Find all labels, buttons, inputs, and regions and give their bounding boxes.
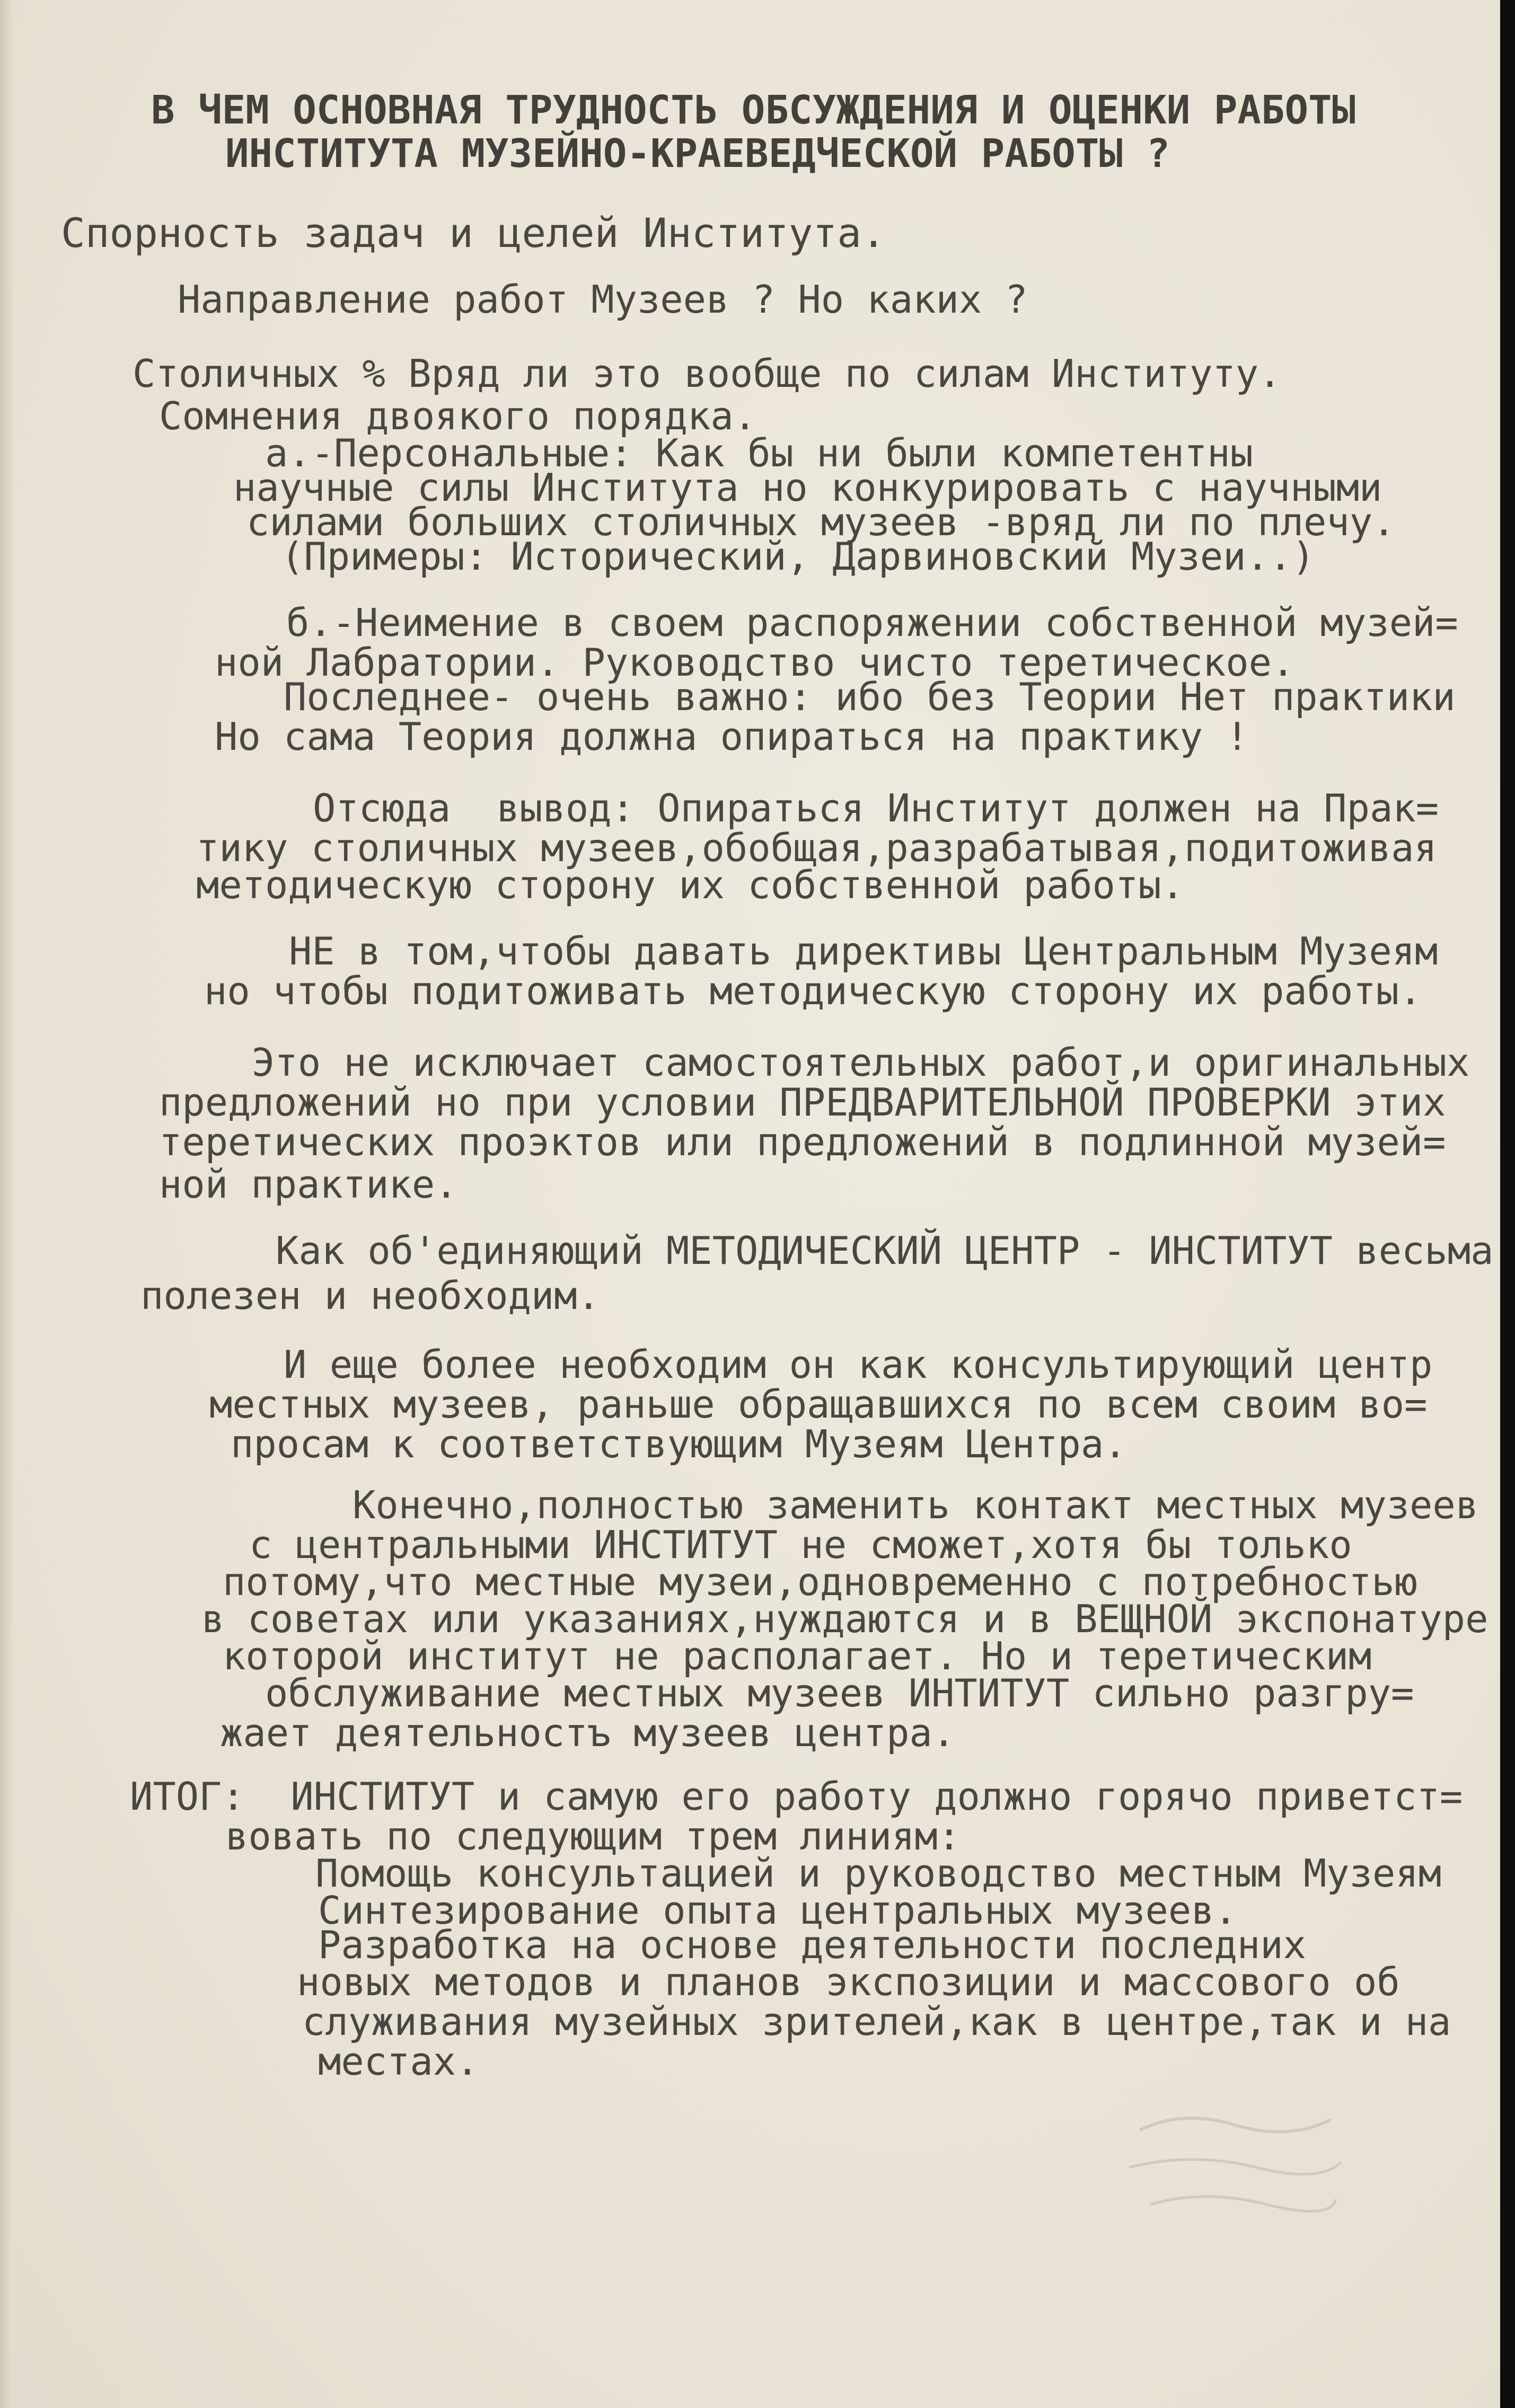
text-line: Это не исключает самостоятельных работ,и оригинальных — [252, 1040, 1470, 1085]
text-line: обслуживание местных музеев ИНТИТУТ сильно разгру= — [265, 1671, 1414, 1715]
text-line: а.-Персональные: Как бы ни были компетентны — [265, 431, 1253, 475]
text-line: вовать по следующим трем линиям: — [225, 1814, 961, 1858]
text-line: Конечно,полностью заменить контакт местных музеев — [353, 1483, 1479, 1527]
text-line: Последнее- очень важно: ибо без Теории Нет практики — [284, 675, 1456, 719]
text-line: ИТОГ: ИНСТИТУТ и самую его работу должно горячо приветст= — [130, 1774, 1463, 1819]
text-line: но чтобы подитоживать методическую сторону их работы. — [204, 969, 1422, 1013]
text-line: с центральными ИНСТИТУТ не сможет,хотя бы только — [249, 1522, 1352, 1567]
document-title-line-2: ИНСТИТУТА МУЗЕЙНО-КРАЕВЕДЧЕСКОЙ РАБОТЫ ? — [225, 131, 1170, 176]
text-line: силами больших столичных музеев -вряд ли по плечу. — [246, 500, 1396, 544]
text-line: ной Лабратории. Руководство чисто теретическое. — [215, 640, 1295, 685]
text-line: местных музеев, раньше обращавшихся по всем своим во= — [209, 1382, 1428, 1427]
text-line: местах. — [318, 2039, 479, 2084]
text-line: Разработка на основе деятельности последних — [318, 1923, 1306, 1967]
faded-stamp-mark — [1118, 2099, 1346, 2236]
text-line: б.-Неимение в своем распоряжении собственной музей= — [286, 600, 1458, 645]
document-title-line-1: В ЧЕМ ОСНОВНАЯ ТРУДНОСТЬ ОБСУЖДЕНИЯ И ОЦЕНКИ РАБОТЫ — [151, 87, 1356, 133]
text-line: Синтезирование опыта центральных музеев. — [318, 1888, 1237, 1933]
text-line: тику столичных музеев,обобщая,разрабатывая,подитоживая — [196, 826, 1437, 870]
text-line: потому,что местные музеи,одновременно с потребностью — [223, 1560, 1418, 1604]
text-line: просам к соответствующим Музеям Центра. — [231, 1422, 1127, 1466]
text-line: Сомнения двоякого порядка. — [159, 394, 757, 438]
text-line: (Примеры: Исторический, Дарвиновский Музеи..) — [281, 534, 1315, 579]
text-line: служивания музейных зрителей,как в центре,так и на — [302, 1999, 1451, 2044]
text-line: И еще более необходим он как консультирующий центр — [284, 1342, 1433, 1387]
text-line: в советах или указаниях,нуждаются и в ВЕЩНОЙ экспонатуре — [201, 1597, 1488, 1641]
text-line: методическую сторону их собственной работы. — [196, 863, 1184, 907]
text-line: Столичных % Вряд ли это вообще по силам Институту. — [133, 351, 1282, 396]
text-line: теретических проэктов или предложений в подлинной музей= — [159, 1120, 1446, 1164]
text-line: Отсюда вывод: Опираться Институт должен на Прак= — [313, 786, 1439, 830]
text-line: Спорность задач и целей Института. — [61, 209, 886, 256]
text-line: полезен и необходим. — [140, 1273, 600, 1318]
text-line: Как об'единяющий МЕТОДИЧЕСКИЙ ЦЕНТР - ИНСТИТУТ весьма — [276, 1228, 1494, 1273]
text-line: Но сама Теория должна опираться на практику ! — [215, 714, 1249, 759]
text-line: жает деятельностъ музеев центра. — [220, 1711, 956, 1755]
text-line: Направление работ Музеев ? Но каких ? — [178, 277, 1028, 322]
text-line: ной практике. — [159, 1162, 458, 1207]
page-fold-edge — [0, 0, 13, 2408]
text-line: которой институт не располагает. Но и теретическим — [223, 1634, 1372, 1678]
text-line: предложений но при условии ПРЕДВАРИТЕЛЬНОЙ ПРОВЕРКИ этих — [159, 1080, 1446, 1125]
text-line: НЕ в том,чтобы давать директивы Центральным Музеям — [289, 929, 1438, 973]
text-line: новых методов и планов экспозиции и массового об — [297, 1960, 1400, 2004]
text-line: научные силы Института но конкурировать с научными — [233, 465, 1382, 510]
text-line: Помощь консультацией и руководство местным Музеям — [315, 1851, 1442, 1896]
